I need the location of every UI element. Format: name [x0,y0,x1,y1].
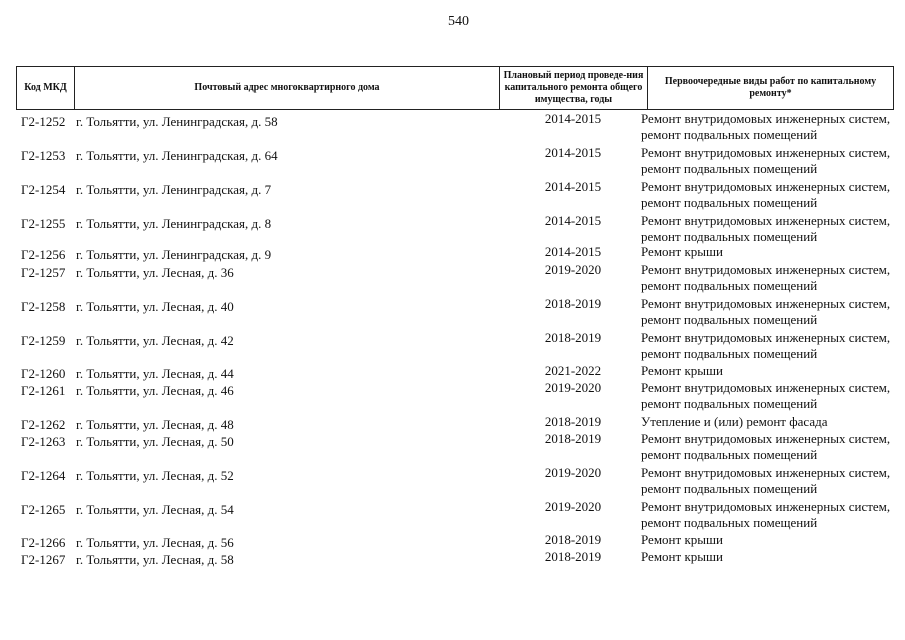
row-works: Ремонт внутридомовых инженерных систем, ремонт подвальных помещений [641,213,891,244]
row-works: Ремонт внутридомовых инженерных систем, ремонт подвальных помещений [641,296,891,327]
row-works: Ремонт внутридомовых инженерных систем, ремонт подвальных помещений [641,330,891,361]
row-period: 2019-2020 [544,262,602,277]
table-header [16,66,894,110]
row-address: г. Тольятти, ул. Лесная, д. 42 [76,333,234,348]
row-address: г. Тольятти, ул. Лесная, д. 44 [76,366,234,381]
row-code: Г2-1256 [21,247,66,262]
row-code: Г2-1254 [21,182,66,197]
row-works: Ремонт внутридомовых инженерных систем, ремонт подвальных помещений [641,145,891,176]
header-code: Код МКД [17,67,75,109]
row-period: 2021-2022 [544,363,602,378]
row-code: Г2-1258 [21,299,66,314]
row-works: Ремонт внутридомовых инженерных систем, ремонт подвальных помещений [641,380,891,411]
row-works: Ремонт внутридомовых инженерных систем, ремонт подвальных помещений [641,111,891,142]
row-address: г. Тольятти, ул. Ленинградская, д. 64 [76,148,278,163]
row-code: Г2-1261 [21,383,66,398]
row-period: 2014-2015 [544,213,602,228]
row-address: г. Тольятти, ул. Лесная, д. 48 [76,417,234,432]
row-period: 2018-2019 [544,532,602,547]
row-period: 2018-2019 [544,296,602,311]
row-period: 2019-2020 [544,380,602,395]
row-works: Ремонт внутридомовых инженерных систем, ремонт подвальных помещений [641,179,891,210]
row-address: г. Тольятти, ул. Лесная, д. 56 [76,535,234,550]
row-code: Г2-1253 [21,148,66,163]
row-period: 2014-2015 [544,244,602,259]
row-works: Ремонт крыши [641,532,723,547]
row-address: г. Тольятти, ул. Лесная, д. 40 [76,299,234,314]
row-address: г. Тольятти, ул. Лесная, д. 46 [76,383,234,398]
header-works: Первоочередные виды работ по капитальному ремонту* [664,76,877,99]
row-code: Г2-1263 [21,434,66,449]
row-address: г. Тольятти, ул. Лесная, д. 54 [76,502,234,517]
row-works: Ремонт внутридомовых инженерных систем, ремонт подвальных помещений [641,262,891,293]
row-address: г. Тольятти, ул. Лесная, д. 52 [76,468,234,483]
row-works: Ремонт внутридомовых инженерных систем, ремонт подвальных помещений [641,465,891,496]
row-code: Г2-1255 [21,216,66,231]
row-works: Ремонт крыши [641,549,723,564]
row-code: Г2-1259 [21,333,66,348]
row-period: 2014-2015 [544,145,602,160]
row-period: 2018-2019 [544,431,602,446]
row-code: Г2-1265 [21,502,66,517]
row-address: г. Тольятти, ул. Лесная, д. 36 [76,265,234,280]
page-number: 540 [448,14,469,29]
row-works: Ремонт внутридомовых инженерных систем, ремонт подвальных помещений [641,499,891,530]
row-period: 2018-2019 [544,414,602,429]
row-address: г. Тольятти, ул. Ленинградская, д. 7 [76,182,272,197]
row-address: г. Тольятти, ул. Лесная, д. 58 [76,552,234,567]
row-address: г. Тольятти, ул. Ленинградская, д. 8 [76,216,272,231]
row-works: Утепление и (или) ремонт фасада [641,414,828,429]
row-period: 2018-2019 [544,330,602,345]
row-period: 2014-2015 [544,179,602,194]
row-code: Г2-1262 [21,417,66,432]
row-code: Г2-1266 [21,535,66,550]
row-code: Г2-1267 [21,552,66,567]
row-works: Ремонт крыши [641,363,723,378]
header-period: Плановый период проведе-ния капитального ремонта общего имущества, годы [500,67,648,109]
header-address: Почтовый адрес многоквартирного дома [75,67,500,109]
row-works: Ремонт крыши [641,244,723,259]
row-period: 2014-2015 [544,111,602,126]
row-period: 2019-2020 [544,465,602,480]
row-code: Г2-1257 [21,265,66,280]
row-code: Г2-1264 [21,468,66,483]
row-code: Г2-1252 [21,114,66,129]
row-works: Ремонт внутридомовых инженерных систем, ремонт подвальных помещений [641,431,891,462]
row-code: Г2-1260 [21,366,66,381]
row-address: г. Тольятти, ул. Ленинградская, д. 9 [76,247,272,262]
row-address: г. Тольятти, ул. Лесная, д. 50 [76,434,234,449]
row-period: 2019-2020 [544,499,602,514]
row-period: 2018-2019 [544,549,602,564]
row-address: г. Тольятти, ул. Ленинградская, д. 58 [76,114,278,129]
